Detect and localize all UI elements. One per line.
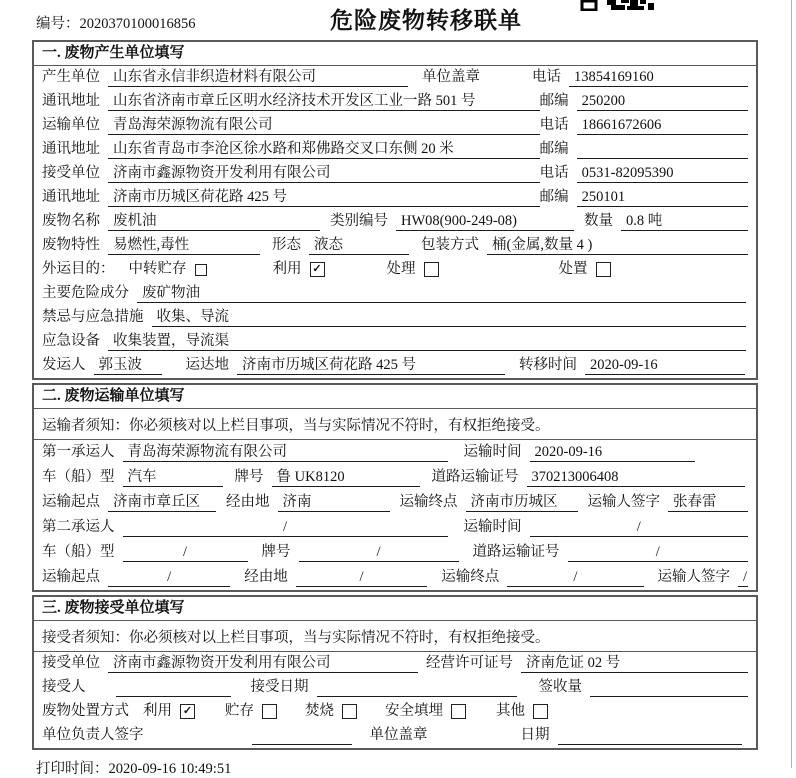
section-transporter-title: 二. 废物运输单位填写 [34,385,756,409]
unit-seal-label: 单位盖章 [369,727,428,743]
receiver-postcode-value: 250101 [577,188,748,207]
category-code-value: HW08(900-249-08) [396,212,574,231]
origin-2-value: / [108,568,230,587]
quantity-value: 0.8 吨 [621,212,748,231]
postcode-group [540,92,748,111]
row-vehicle-1 [34,465,756,490]
transporter-unit-value: 青岛海荣源物流有限公司 [108,116,540,135]
received-quantity-value [590,678,748,697]
postcode-group [540,140,748,159]
phone-group [532,68,748,87]
transporter-postcode-value [577,140,748,159]
via-label: 经由地 [226,494,270,510]
first-carrier-value: 青岛海荣源物流有限公司 [123,443,448,462]
row-route-1 [34,490,756,515]
terminal-label: 运输终点 [441,569,500,585]
purpose-treat-label: 处理 [386,261,416,277]
receive-unit-label: 接受单位 [42,655,100,671]
emergency-equipment-label: 应急设备 [42,333,100,349]
vehicle-type-2-value: / [123,543,248,562]
disposal-incinerate-label: 焚烧 [305,703,334,719]
purpose-treat-checkbox [424,262,439,277]
disposal-utilize-label: 利用 [143,703,172,719]
transporter-address-value: 山东省青岛市李沧区徐水路和郑佛路交叉口东侧 20 米 [108,140,540,159]
section-transporter [32,383,758,592]
transporter-unit-label: 运输单位 [42,117,100,133]
purpose-dispose [559,260,611,279]
phone-group [540,116,748,135]
row-main-hazard [34,282,756,306]
purpose-treat [387,260,439,279]
row-receive-unit [34,652,756,676]
row-second-carrier [34,515,756,540]
transfer-date-value: 2020-09-16 [585,356,745,375]
vehicle-type-label: 车（船）型 [42,469,115,485]
producer-unit-label: 产生单位 [42,69,100,85]
consignor-value: 郭玉波 [94,356,162,375]
row-transporter-unit [34,114,756,138]
emergency-equipment-value: 收集装置，导流渠 [108,332,746,351]
row-receiver-address [34,186,756,210]
date-label: 日期 [520,727,550,743]
producer-postcode-value: 250200 [577,92,748,111]
row-manager-sign [34,724,756,748]
receiver-notice: 接受者须知：你必须核对以上栏目事项，当与实际情况不符时，有权拒绝接受。 [34,621,756,652]
transport-date-value: 2020-09-16 [530,443,695,462]
disposal-incinerate [305,702,357,721]
company-seal-label: 单位盖章 [422,69,480,85]
transporter-phone-value: 18661672606 [577,116,748,135]
purpose-dispose-checkbox [596,262,611,277]
consignor-label: 发运人 [42,357,86,373]
terminal-value: 济南市历城区 [466,493,578,512]
quantity-label: 数量 [584,213,613,229]
second-carrier-label: 第二承运人 [42,519,115,535]
section-receiver-title: 三. 废物接受单位填写 [34,597,756,621]
phone-group [540,164,748,183]
license-number-label: 经营许可证号 [426,655,513,671]
phone-label: 电话 [532,69,561,85]
road-permit-label: 道路运输证号 [431,469,519,485]
postcode-label: 邮编 [539,141,569,157]
row-transfer-purpose [34,258,756,282]
waste-name-label: 废物名称 [42,213,100,229]
origin-label: 运输起点 [42,569,100,585]
page-title: 危险废物转移联单 [330,8,522,33]
purpose-transit-storage-label: 中转贮存 [128,261,187,277]
transport-date-label: 运输时间 [463,519,522,535]
row-waste-property [34,234,756,258]
disposal-storage-label: 贮存 [225,703,254,719]
row-producer-unit [34,66,756,90]
disposal-landfill-checkbox [451,704,466,719]
disposal-other-checkbox [533,704,548,719]
waste-property-label: 废物特性 [42,237,100,253]
receiver-person-value [116,678,231,697]
row-producer-address [34,90,756,114]
received-quantity-label: 签收量 [538,679,582,695]
via-label: 经由地 [244,569,288,585]
section-receiver [32,595,758,750]
road-permit-value: 370213006408 [527,468,745,487]
main-hazard-value: 废矿物油 [137,284,746,303]
plate-number-2-value: / [299,543,459,562]
address-label: 通讯地址 [42,141,100,157]
destination-label: 运达地 [185,357,229,373]
receive-date-label: 接受日期 [250,679,309,695]
receiver-unit-label: 接受单位 [42,165,100,181]
disposal-storage [225,702,277,721]
producer-address-value: 山东省济南市章丘区明水经济技术开发区工业一路 501 号 [108,92,540,111]
address-label: 通讯地址 [42,93,100,109]
date-value [558,726,743,745]
transporter-notice: 运输者须知：你必须核对以上栏目事项，当与实际情况不符时，有权拒绝接受。 [34,409,756,440]
row-route-2 [34,565,756,590]
transfer-date-label: 转移时间 [519,357,577,373]
waste-name-value: 废机油 [108,212,320,231]
transport-date-2-value: / [530,518,749,537]
second-carrier-value: / [123,518,448,537]
main-hazard-label: 主要危险成分 [42,285,129,301]
origin-label: 运输起点 [42,494,100,510]
receive-unit-value: 济南市鑫源物资开发利用有限公司 [108,654,418,673]
section-producer-title: 一. 废物产生单位填写 [34,42,756,66]
receiver-unit-value: 济南市鑫源物资开发利用有限公司 [108,164,540,183]
row-emergency-equipment [34,330,756,354]
serial-label: 编号： [36,16,80,32]
carrier-sign-value: 张春雷 [668,493,748,512]
via-value: 济南 [278,493,390,512]
page-edge-line [791,0,792,768]
vehicle-type-value: 汽车 [123,468,223,487]
first-carrier-label: 第一承运人 [42,444,115,460]
row-waste-name [34,210,756,234]
serial-number-line [36,12,196,33]
row-first-carrier [34,440,756,465]
disposal-utilize-checkbox: ✓ [180,704,195,719]
manager-sign-label: 单位负责人签字 [42,727,144,743]
carrier-sign-2-value: / [738,568,748,587]
form-state-label: 形态 [272,237,301,253]
receive-date-value [317,678,517,697]
row-transporter-address [34,138,756,162]
disposal-landfill-label: 安全填埋 [385,703,443,719]
disposal-incinerate-checkbox [342,704,357,719]
producer-phone-value: 13854169160 [569,68,748,87]
print-time-value: 2020-09-16 10:49:51 [108,761,232,777]
phone-label: 电话 [539,165,569,181]
receiver-phone-value: 0531-82095390 [577,164,748,183]
plate-number-label: 牌号 [234,469,264,485]
address-label: 通讯地址 [42,189,100,205]
disposal-method-label: 废物处置方式 [42,703,129,719]
disposal-landfill [385,702,466,721]
form-state-value: 液态 [309,236,409,255]
terminal-2-value: / [507,568,643,587]
section-producer [32,40,758,380]
purpose-dispose-label: 处置 [558,261,588,277]
road-permit-2-value: / [568,543,749,562]
purpose-utilize [273,260,325,279]
vehicle-type-label: 车（船）型 [42,544,115,560]
purpose-transit-storage-checkbox [195,264,207,276]
disposal-other-label: 其他 [496,703,525,719]
producer-unit-value: 山东省永信非织造材料有限公司 [108,68,408,87]
purpose-utilize-label: 利用 [272,261,302,277]
plate-number-value: 鲁 UK8120 [272,468,420,487]
terminal-label: 运输终点 [399,494,458,510]
emergency-measures-value: 收集、导流 [152,308,747,327]
document-header [0,0,796,40]
via-2-value: / [296,568,428,587]
row-vehicle-2 [34,540,756,565]
row-emergency-measures [34,306,756,330]
receiver-person-label: 接受人 [42,679,86,695]
print-time-label: 打印时间： [36,761,109,777]
purpose-transit-storage [129,260,207,279]
serial-number: 2020370100016856 [79,16,196,32]
transfer-purpose-label: 外运目的： [42,261,115,277]
disposal-utilize [143,702,195,721]
plate-number-label: 牌号 [261,544,291,560]
disposal-other [496,702,548,721]
destination-value: 济南市历城区荷花路 425 号 [237,356,505,375]
origin-value: 济南市章丘区 [108,493,216,512]
packing-method-label: 包装方式 [421,237,479,253]
manager-sign-value [252,726,352,745]
receiver-address-value: 济南市历城区荷花路 425 号 [108,188,540,207]
waste-property-value: 易燃性,毒性 [108,236,260,255]
emergency-measures-label: 禁忌与应急措施 [42,309,144,325]
packing-method-value: 桶(金属,数量 4 ) [487,236,748,255]
category-code-label: 类别编号 [330,213,388,229]
row-disposal-method [34,700,756,724]
carrier-sign-label: 运输人签字 [587,494,660,510]
road-permit-label: 道路运输证号 [472,544,560,560]
qr-code-partial-icon [580,0,654,11]
purpose-utilize-checkbox: ✓ [310,262,325,277]
row-receiver-person [34,676,756,700]
postcode-group [540,188,748,207]
row-consignor [34,354,756,378]
row-receiver-unit [34,162,756,186]
postcode-label: 邮编 [539,93,569,109]
postcode-label: 邮编 [539,189,569,205]
phone-label: 电话 [539,117,569,133]
carrier-sign-label: 运输人签字 [657,569,730,585]
disposal-storage-checkbox [262,704,277,719]
transport-date-label: 运输时间 [463,444,522,460]
license-number-value: 济南危证 02 号 [521,654,748,673]
